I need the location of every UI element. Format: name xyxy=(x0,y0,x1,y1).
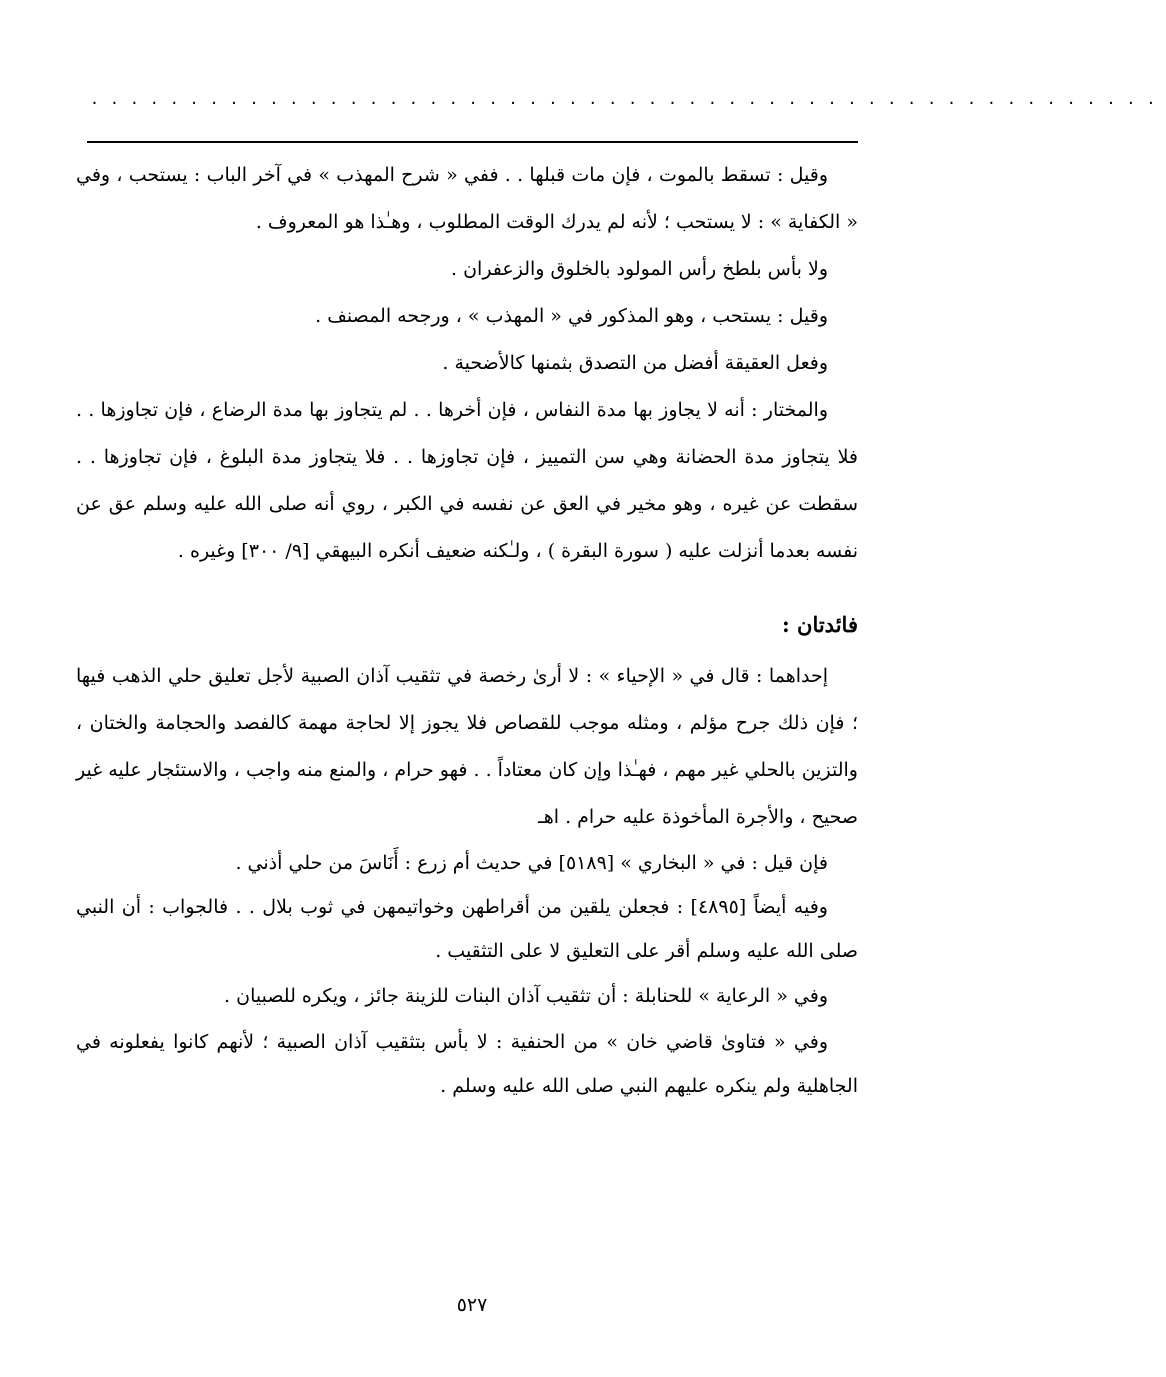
section-heading: فائدتان : xyxy=(781,612,858,637)
paragraph-riayah: وفي « الرعاية » للحنابلة : أن تثقيب آذان البنات للزينة جائز ، ويكره للصبيان . xyxy=(224,985,828,1007)
header-rule xyxy=(87,141,858,143)
paragraph-ihya: إحداهما : قال في « الإحياء » : لا أرىٰ رخصة في تثقيب آذان الصبية لأجل تعليق حلي الذهب فيها ؛ فإن ذلك جرح مؤلم ، ومثله موجب للقصاص فلا يجوز إلا لحاجة مهمة كالفصد والحجامة والختان ، والتزين بالحلي غير مهم ، فهـٰذا وإن كان معتاداً . . فهو حرام ، والمنع منه واجب ، والاستئجار عليه غير صحيح ، والأجرة المأخوذة عليه حرام . اهـ xyxy=(76,665,858,828)
paragraph-recommended: وقيل : يستحب ، وهو المذكور في « المهذب » ، ورجحه المصنف . xyxy=(315,305,828,327)
paragraph-qadi-khan: وفي « فتاوىٰ قاضي خان » من الحنفية : لا بأس بتثقيب آذان الصبية ؛ لأنهم كانوا يفعلونه في الجاهلية ولم ينكره عليهم النبي صلى الله عليه وسلم . xyxy=(76,1031,858,1097)
paragraph-answer: وفيه أيضاً [٤٨٩٥] : فجعلن يلقين من أقراطهن وخواتيمهن في ثوب بلال . . فالجواب : أن النبي صلى الله عليه وسلم أقر على التعليق لا على التثقيب . xyxy=(76,896,858,962)
paragraph-saffron: ولا بأس بلطخ رأس المولود بالخلوق والزعفران . xyxy=(451,258,828,280)
paragraph-chosen-opinion: والمختار : أنه لا يجاوز بها مدة النفاس ، فإن أخرها . . لم يتجاوز بها مدة الرضاع ، فإن تجاوزها . . فلا يتجاوز مدة الحضانة وهي سن التمييز ، فإن تجاوزها . . فلا يتجاوز مدة البلوغ ، فإن تجاوزها . . سقطت عن غيره ، وهو مخير في العق عن نفسه في الكبر ، روي أنه صلى الله عليه وسلم عق عن نفسه بعدما أنزلت عليه ( سورة البقرة ) ، ولـٰكنه ضعيف أنكره البيهقي [٩/ ٣٠٠] وغيره . xyxy=(76,399,858,562)
header-dotted-line: ...................................................... xyxy=(90,90,1166,108)
paragraph-bukhari: فإن قيل : في « البخاري » [٥١٨٩] في حديث أم زرع : أَنَاسَ من حلي أذني . xyxy=(235,852,828,874)
paragraph-stillbirth: وقيل : تسقط بالموت ، فإن مات قبلها . . ففي « شرح المهذب » في آخر الباب : يستحب ، وفي « الكفاية » : لا يستحب ؛ لأنه لم يدرك الوقت المطلوب ، وهـٰذا هو المعروف . xyxy=(76,164,858,233)
page-body xyxy=(76,152,858,1108)
paragraph-aqiqah-better: وفعل العقيقة أفضل من التصدق بثمنها كالأضحية . xyxy=(442,352,828,374)
page-number: ٥٢٧ xyxy=(456,1294,488,1316)
